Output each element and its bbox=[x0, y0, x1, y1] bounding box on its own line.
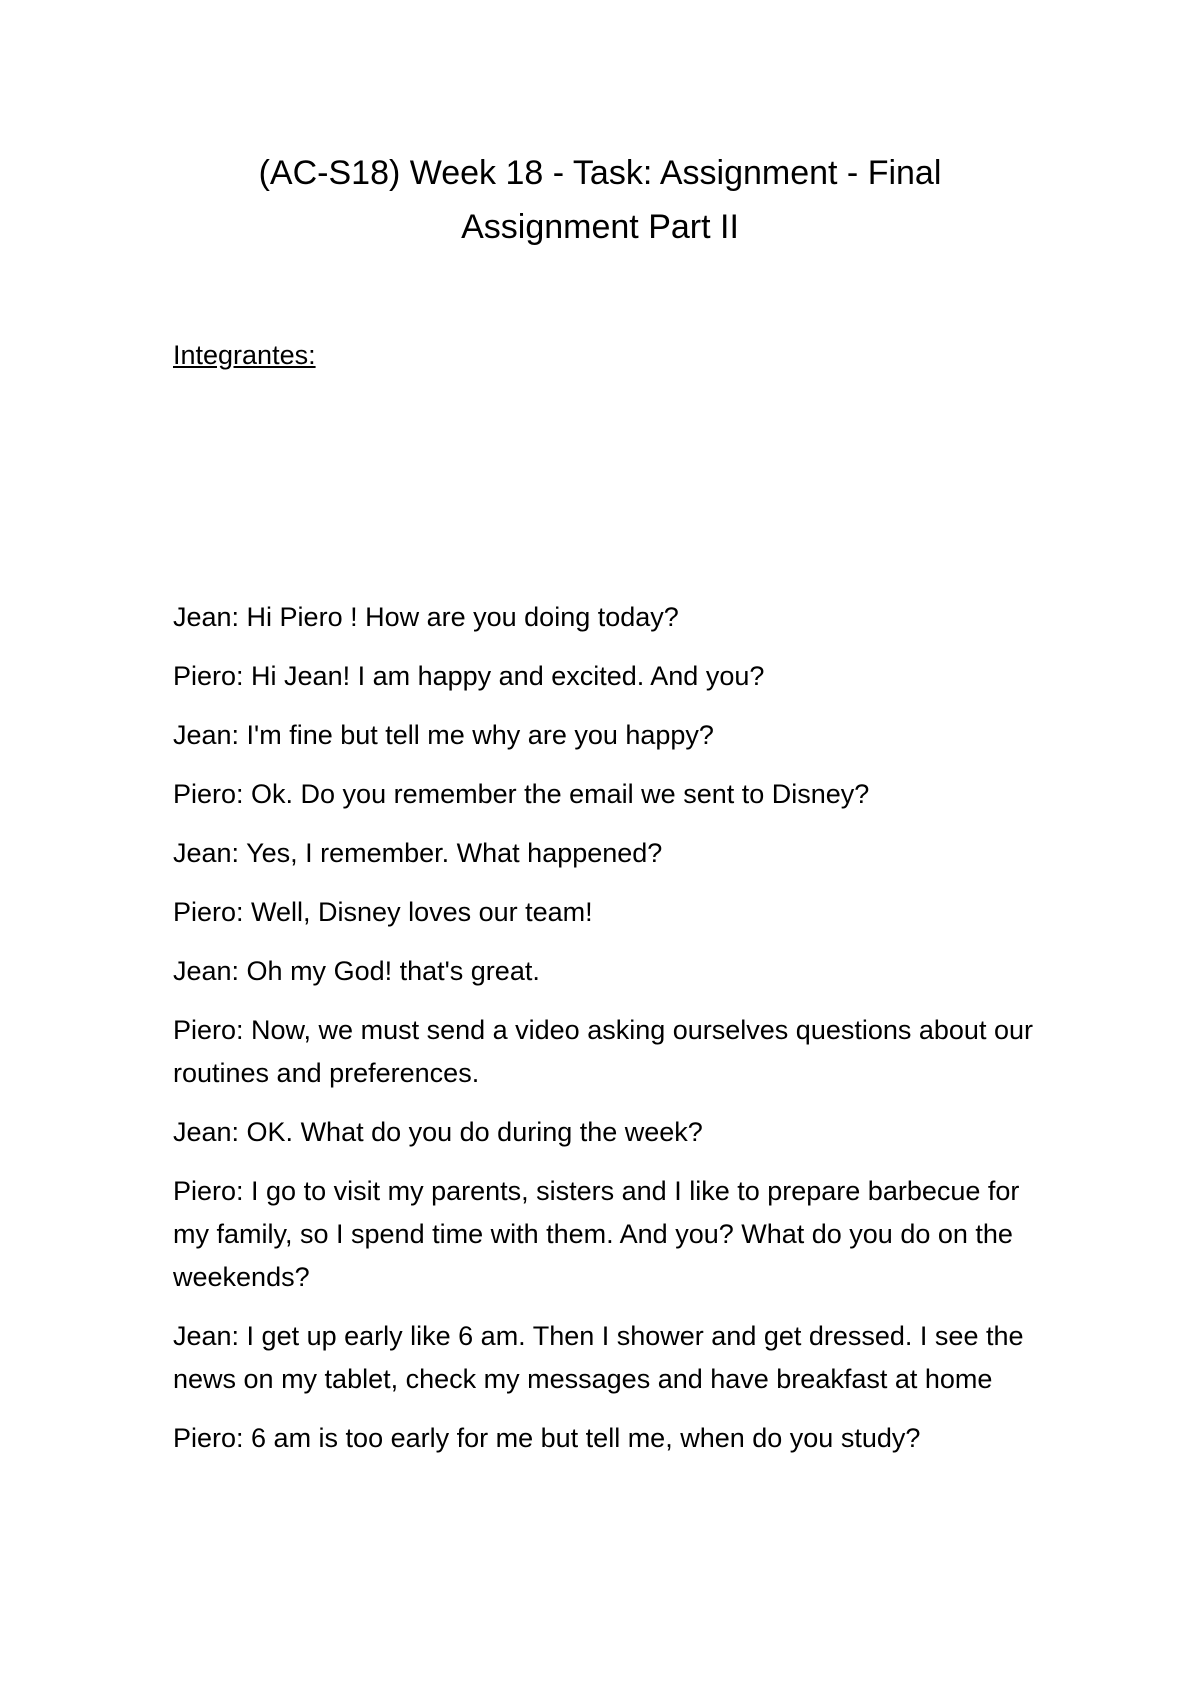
dialogue-line: Piero: Now, we must send a video asking ourselves questions about our routines and preferences. bbox=[173, 1015, 1033, 1088]
members-heading: Integrantes: bbox=[173, 340, 316, 370]
title-line-2: Assignment Part II bbox=[461, 208, 739, 246]
dialogue-list bbox=[173, 596, 1033, 1476]
title-line-1: (AC-S18) Week 18 - Task: Assignment - Final bbox=[258, 154, 942, 192]
dialogue-line: Piero: 6 am is too early for me but tell me, when do you study? bbox=[173, 1423, 921, 1453]
document-title bbox=[160, 146, 1040, 254]
dialogue-line: Piero: Ok. Do you remember the email we sent to Disney? bbox=[173, 779, 870, 809]
dialogue-line: Piero: I go to visit my parents, sisters and I like to prepare barbecue for my family, so I spend time with them. And you? What do you do on the weekends? bbox=[173, 1176, 1020, 1292]
dialogue-line: Jean: I get up early like 6 am. Then I shower and get dressed. I see the news on my tablet, check my messages and have breakfast at home bbox=[173, 1321, 1024, 1394]
dialogue-line: Piero: Hi Jean! I am happy and excited. And you? bbox=[173, 661, 765, 691]
dialogue-line: Jean: Yes, I remember. What happened? bbox=[173, 838, 663, 868]
dialogue-line: Jean: Hi Piero ! How are you doing today? bbox=[173, 602, 679, 632]
dialogue-line: Jean: I'm fine but tell me why are you happy? bbox=[173, 720, 714, 750]
dialogue-line: Jean: Oh my God! that's great. bbox=[173, 956, 540, 986]
dialogue-line: Piero: Well, Disney loves our team! bbox=[173, 897, 593, 927]
dialogue-line: Jean: OK. What do you do during the week? bbox=[173, 1117, 703, 1147]
